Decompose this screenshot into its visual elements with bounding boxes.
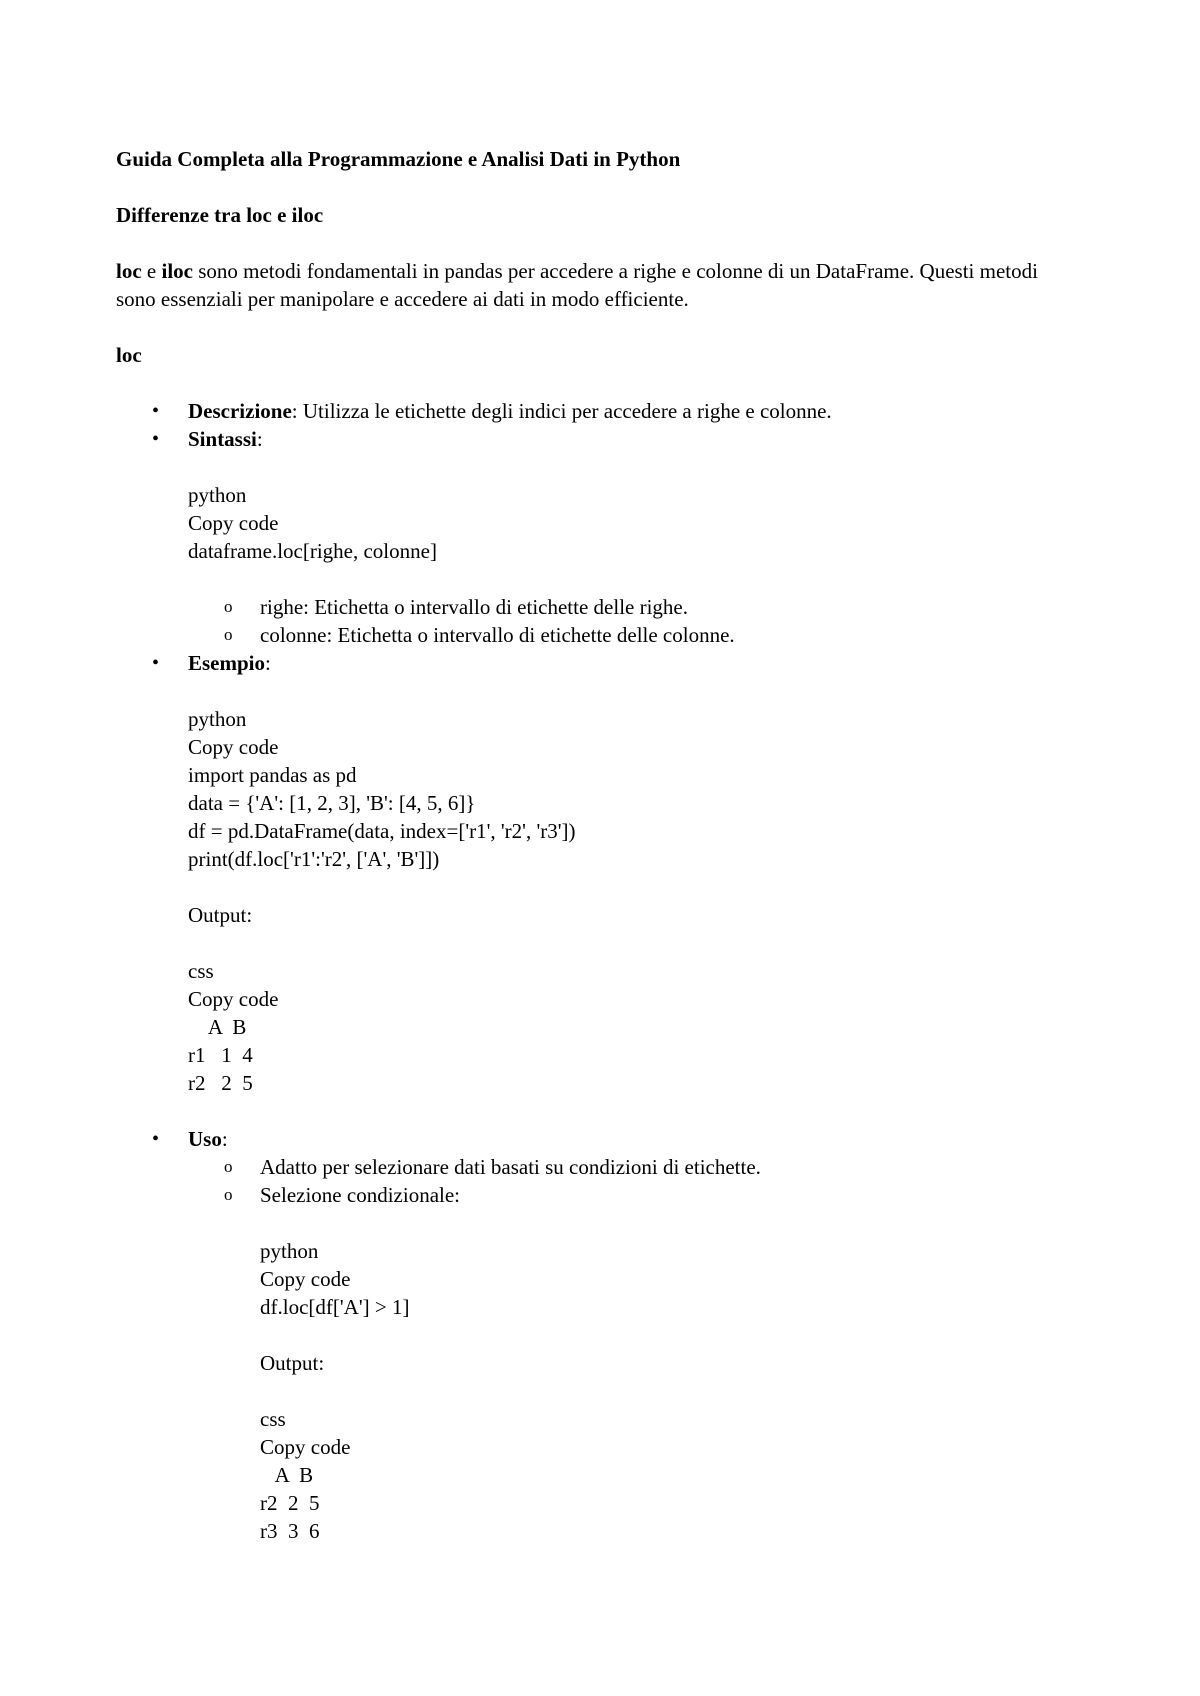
esempio-code-block: python Copy code import pandas as pd data = {'A': [1, 2, 3], 'B': [4, 5, 6]} df = pd.DataFrame(data, index=['r1', 'r2', 'r3']) print(df.loc['r1':'r2', ['A', 'B']]) — [188, 707, 576, 871]
intro-bold-loc: loc — [116, 259, 142, 283]
esempio-output-block: css Copy code A B r1 1 4 r2 2 5 — [188, 959, 279, 1095]
list-item-sintassi — [116, 425, 1076, 649]
list-item-esempio — [116, 649, 1076, 1097]
sub-item-selezione — [188, 1181, 1076, 1545]
sub-bullet-glyph: o — [224, 597, 233, 616]
sub-item-righe — [188, 593, 1076, 621]
bullet-glyph: • — [152, 652, 160, 674]
bullet-glyph: • — [152, 428, 160, 450]
esempio-colon: : — [265, 651, 271, 675]
uso-output-label: Output: — [260, 1351, 325, 1375]
loc-heading: loc — [116, 343, 142, 367]
intro-text: sono metodi fondamentali in pandas per accedere a righe e colonne di un DataFrame. Questi metodi sono essenziali per manipolare e accedere ai dati in modo efficiente. — [116, 259, 1038, 311]
uso-output-block: css Copy code A B r2 2 5 r3 3 6 — [260, 1407, 351, 1543]
descrizione-text: : Utilizza le etichette degli indici per accedere a righe e colonne. — [291, 399, 832, 423]
uso-label: Uso — [188, 1127, 222, 1151]
sub-bullet-glyph: o — [224, 1185, 233, 1204]
sub-item-adatto — [188, 1153, 1076, 1181]
sub-item-text: colonne: Etichetta o intervallo di etichette delle colonne. — [260, 623, 735, 647]
intro-connector: e — [141, 259, 162, 283]
sintassi-sub-list — [188, 593, 1076, 649]
descrizione-label: Descrizione — [188, 399, 292, 423]
sub-bullet-glyph: o — [224, 625, 233, 644]
section-heading: Differenze tra loc e iloc — [116, 203, 324, 227]
intro-bold-iloc: iloc — [161, 259, 193, 283]
sintassi-label: Sintassi — [188, 427, 257, 451]
sub-item-text: Adatto per selezionare dati basati su condizioni di etichette. — [260, 1155, 761, 1179]
sub-bullet-glyph: o — [224, 1157, 233, 1176]
sub-item-text: Selezione condizionale: — [260, 1183, 461, 1207]
uso-colon: : — [221, 1127, 228, 1151]
document-page — [116, 145, 1076, 1573]
uso-sub-list — [188, 1153, 1076, 1545]
esempio-output-label: Output: — [188, 903, 253, 927]
uso-code-block: python Copy code df.loc[df['A'] > 1] — [260, 1239, 410, 1319]
sub-item-text: righe: Etichetta o intervallo di etichette delle righe. — [260, 595, 688, 619]
sub-item-colonne — [188, 621, 1076, 649]
bullet-glyph: • — [152, 400, 160, 422]
sintassi-colon: : — [256, 427, 263, 451]
list-item-descrizione — [116, 397, 1076, 425]
intro-paragraph — [116, 257, 1076, 313]
sintassi-code-block: python Copy code dataframe.loc[righe, colonne] — [188, 483, 437, 563]
list-item-uso — [116, 1125, 1076, 1545]
loc-bullet-list — [116, 397, 1076, 1545]
esempio-label: Esempio — [188, 651, 266, 675]
bullet-glyph: • — [152, 1128, 160, 1150]
document-title: Guida Completa alla Programmazione e Analisi Dati in Python — [116, 147, 681, 171]
